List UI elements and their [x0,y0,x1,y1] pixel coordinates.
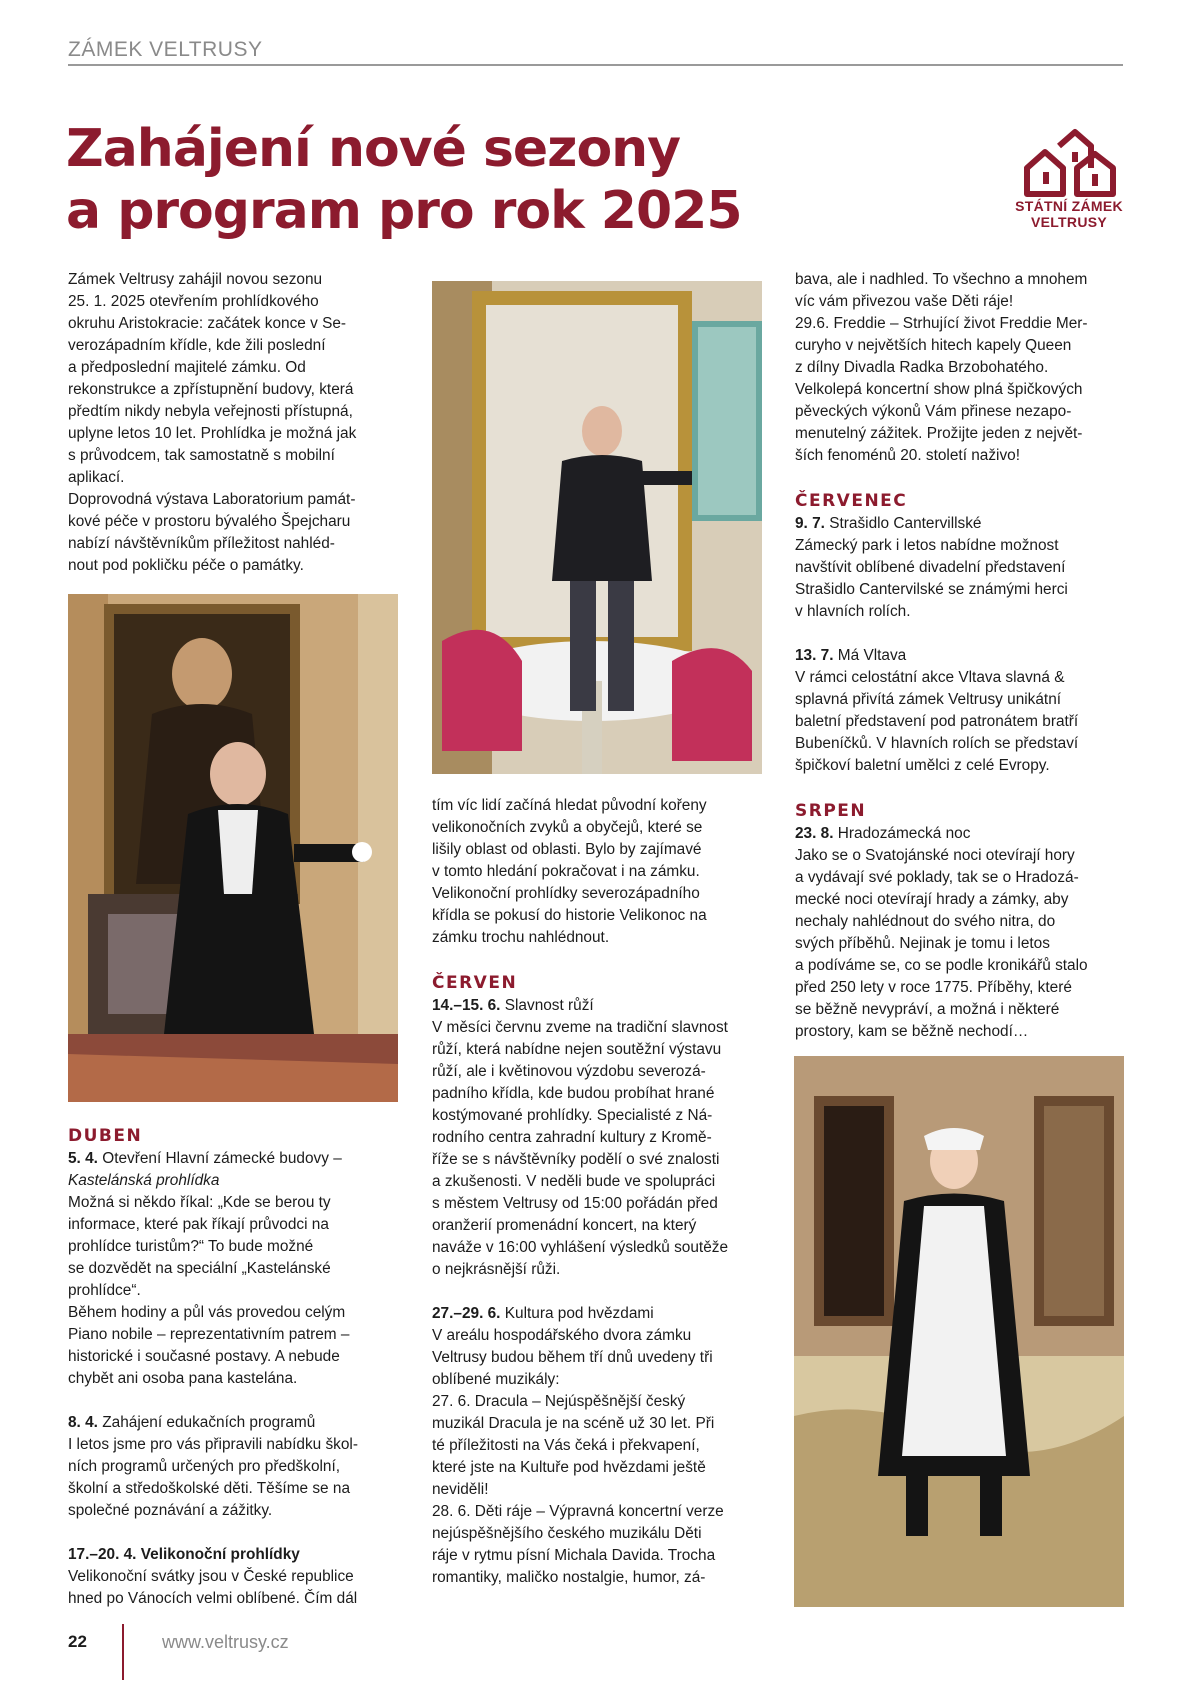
text-line: 27. 6. Dracula – Nejúspěšnější český [432,1393,686,1410]
text-line: v hlavních rolích. [795,603,911,620]
text-line: V areálu hospodářského dvora zámku [432,1327,692,1344]
text-line: z dílny Divadla Radka Brzobohatého. [795,359,1049,376]
text-line: prostory, kam se běžně nechodí… [795,1023,1029,1040]
text-line: zámku trochu nahlédnout. [432,929,610,946]
header-rule [68,64,1123,66]
event-subtitle: Kastelánská prohlídka [68,1172,220,1189]
event-title: Zahájení edukačních programů [102,1414,316,1431]
text-line: kostýmované prohlídky. Specialisté z Ná- [432,1107,713,1124]
text-line: rekonstrukce a zpřístupnění budovy, která [68,381,354,398]
text-line: s průvodcem, tak samostatně s mobilní [68,447,335,464]
header-label: ZÁMEK VELTRUSY [68,38,263,61]
text-line: Piano nobile – reprezentativním patrem – [68,1326,350,1343]
text-line: V měsíci červnu zveme na tradiční slavnost [432,1019,728,1036]
text-line: a zkušenosti. V neděli bude ve spolupráci [432,1173,716,1190]
text-line: a podíváme se, co se podle kronikářů stalo [795,957,1088,974]
text-line: prohlídce turistům?“ To bude možné [68,1238,314,1255]
text-line: 28. 6. Děti ráje – Výpravná koncertní verze [432,1503,724,1520]
logo-text-1: STÁTNÍ ZÁMEK [1015,198,1123,214]
text-line: Zámecký park i letos nabídne možnost [795,537,1059,554]
event-heading [795,645,1127,667]
text-line: křídla se pokusí do historie Velikonoc na [432,907,707,924]
text-line: Velikonoční prohlídky severozápadního [432,885,700,902]
text-line: lišily oblast od oblasti. Bylo by zajímavé [432,841,702,858]
text-line: víc vám přivezou vaše Děti ráje! [795,293,1014,310]
footer-url: www.veltrusy.cz [162,1632,289,1652]
text-line: Jako se o Svatojánské noci otevírají hory [795,847,1075,864]
text-line: V rámci celostátní akce Vltava slavná & [795,669,1065,686]
month-heading-april: DUBEN [68,1126,143,1146]
text-line: Doprovodná výstava Laboratorium památ- [68,491,356,508]
text-line: curyho v největších hitech kapely Queen [795,337,1072,354]
text-line: školní a středoškolské děti. Těšíme se na [68,1480,351,1497]
text-line: I letos jsme pro vás připravili nabídku škol- [68,1436,358,1453]
text-line: splavná přivítá zámek Veltrusy unikátní [795,691,1062,708]
text-line: se dozvědět na speciální „Kastelánské [68,1260,331,1277]
text-line: Veltrusy budou během tří dnů uvedeny tři [432,1349,713,1366]
text-line: nejúspěšnějšího českého muzikálu Děti [432,1525,702,1542]
text-line: historické i současné postavy. A nebude [68,1348,340,1365]
event-date: 14.–15. 6. [432,997,501,1014]
photo-salon-actor [432,281,762,774]
page-title [66,118,742,242]
event-heading [795,513,1127,535]
text-line: růží, která nabídne nejen soutěžní výstavu [432,1041,722,1058]
event-title: Otevření Hlavní zámecké budovy – [102,1150,342,1167]
event-heading [432,995,764,1017]
text-line: prohlídce“. [68,1282,141,1299]
event-title: Slavnost růží [504,997,594,1014]
text-line: před 250 lety v roce 1775. Příběhy, které [795,979,1072,996]
text-line: rodního centra zahradní kultury z Kromě- [432,1129,712,1146]
text-line: navštívit oblíbené divadelní představení [795,559,1066,576]
text-line: a předposlední majitelé zámku. Od [68,359,306,376]
text-line: muzikál Dracula je na scéně už 30 let. Při [432,1415,715,1432]
intro-text [68,269,400,577]
event-date: 13. 7. [795,647,834,664]
april-section [68,1124,400,1610]
text-line: předtím nikdy nebyla veřejnosti přístupná, [68,403,353,420]
event-title: Má Vltava [837,647,907,664]
text-line: romantiky, maličko nostalgie, humor, zá- [432,1569,706,1586]
text-line: velikonočních zvyků a obyčejů, které se [432,819,703,836]
text-line: padního křídla, kde budou probíhat hrané [432,1085,715,1102]
photo-castellan [68,594,398,1102]
event-date: 9. 7. [795,515,825,532]
text-line: Během hodiny a půl vás provedou celým [68,1304,346,1321]
text-line: oblíbené muzikály: [432,1371,560,1388]
text-line: nout pod pokličku péče o památky. [68,557,304,574]
event-title: Velikonoční prohlídky [140,1546,300,1563]
event-heading [68,1412,400,1434]
event-date: 23. 8. [795,825,834,842]
text-line: kové péče v prostoru bývalého Špejcharu [68,513,351,530]
page-number: 22 [68,1632,87,1651]
event-title: Strašidlo Cantervillské [829,515,982,532]
text-line: tím víc lidí začíná hledat původní kořeny [432,797,707,814]
text-line: nechaly nahlédnout do svého nitra, do [795,913,1056,930]
text-line: 29.6. Freddie – Strhující život Freddie Mer- [795,315,1088,332]
text-line: Velikonoční svátky jsou v České republice [68,1568,354,1585]
text-line: ších fenoménů 20. století naživo! [795,447,1021,464]
text-line: v tomto hledání pokračovat i na zámku. [432,863,700,880]
text-line: Zámek Veltrusy zahájil novou sezonu [68,271,323,288]
text-line: hned po Vánocích velmi oblíbené. Čím dál [68,1590,358,1607]
event-title: Kultura pod hvězdami [504,1305,654,1322]
castle-logo [1010,128,1128,230]
text-line: ráje v rytmu písní Michala Davida. Trocha [432,1547,716,1564]
photo-maid [794,1056,1124,1607]
event-heading [68,1544,400,1566]
event-date: 27.–29. 6. [432,1305,501,1322]
event-heading [68,1148,400,1170]
text-line: svých příběhů. Nejinak je tomu i letos [795,935,1050,952]
text-line: a vydávají své poklady, tak se o Hradozá- [795,869,1079,886]
text-line: se běžně nevypráví, a možná i některé [795,1001,1060,1018]
text-line: naváže v 16:00 vyhlášení výsledků soutěže [432,1239,729,1256]
event-heading [432,1303,764,1325]
text-line: s městem Veltrusy od 15:00 pořádán před [432,1195,718,1212]
text-line: menutelný zážitek. Prožijte jeden z největ- [795,425,1083,442]
text-line: Bubeníčků. V hlavních rolích se představí [795,735,1079,752]
text-line: oranžerií promenádní koncert, na který [432,1217,697,1234]
text-line: o nejkrásnější růži. [432,1261,561,1278]
month-heading-july: ČERVENEC [795,491,908,511]
text-line: říže se s návštěvníky podělí o své znalosti [432,1151,720,1168]
text-line: uplyne letos 10 let. Prohlídka je možná jak [68,425,357,442]
right-column [795,269,1127,1043]
text-line: společné poznávání a zážitky. [68,1502,273,1519]
middle-column [432,795,764,1589]
month-heading-june: ČERVEN [432,973,518,993]
text-line: nabízí návštěvníkům příležitost nahléd- [68,535,335,552]
text-line: ních programů určených pro předškolní, [68,1458,341,1475]
text-line: chybět ani osoba pana kastelána. [68,1370,298,1387]
text-line: aplikací. [68,469,125,486]
footer-divider [122,1624,124,1680]
title-line-2: a program pro rok 2025 [66,181,742,241]
text-line: 25. 1. 2025 otevřením prohlídkového [68,293,319,310]
event-date: 5. 4. [68,1150,98,1167]
castle-logo-icon [1021,128,1117,198]
text-line: bava, ale i nadhled. To všechno a mnohem [795,271,1088,288]
text-line: neviděli! [432,1481,489,1498]
title-line-1: Zahájení nové sezony [66,119,681,179]
text-line: Velkolepá koncertní show plná špičkových [795,381,1083,398]
logo-text-2: VELTRUSY [1030,214,1108,230]
event-heading [795,823,1127,845]
text-line: té příležitosti na Vás čeká i překvapení, [432,1437,700,1454]
event-title: Hradozámecká noc [837,825,971,842]
text-line: mecké noci otevírají hrady a zámky, aby [795,891,1069,908]
text-line: okruhu Aristokracie: začátek konce v Se- [68,315,347,332]
text-line: baletní představení pod patronátem bratří [795,713,1079,730]
text-line: Možná si někdo říkal: „Kde se berou ty [68,1194,331,1211]
text-line: špičkoví baletní umělci z celé Evropy. [795,757,1050,774]
text-line: informace, které pak říkají průvodci na [68,1216,329,1233]
event-date: 17.–20. 4. [68,1546,137,1563]
text-line: verozápadním křídle, kde žili poslední [68,337,326,354]
text-line: které jste na Kultuře pod hvězdami ještě [432,1459,706,1476]
text-line: Strašidlo Cantervilské se známými herci [795,581,1068,598]
month-heading-august: SRPEN [795,801,867,821]
text-line: pěveckých výkonů Vám přinese nezapo- [795,403,1072,420]
event-date: 8. 4. [68,1414,98,1431]
text-line: růží, ale i květinovou výzdobu severozá- [432,1063,706,1080]
